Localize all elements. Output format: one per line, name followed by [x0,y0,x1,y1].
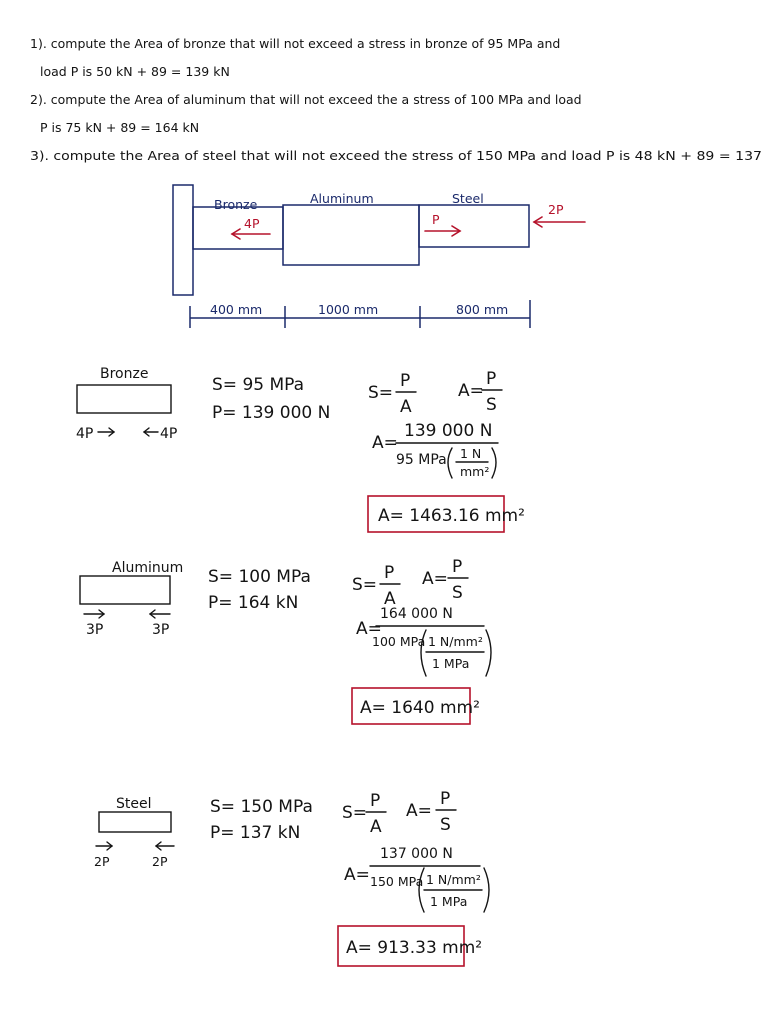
aluminum-conv-num: 1 N/mm² [428,634,483,649]
system-diagram [173,185,585,328]
aluminum-answer: A= 1640 mm² [360,698,480,718]
problem-3-line-1: 3). compute the Area of steel that will not exceed the stress of 150 MPa and load P is 48 kN + 89 = 137 [30,148,762,163]
aluminum-paren-right [486,630,491,676]
aluminum-formula-a-lhs: A= [422,569,448,589]
aluminum-formula-a-den: S [452,583,463,603]
bronze-paren-right [492,448,496,478]
bronze-title: Bronze [100,366,149,382]
steel-force-right: 2P [152,854,168,869]
bronze-given-load: P= 139 000 N [212,403,331,423]
bronze-formula-s-num: P [400,371,411,391]
aluminum-solution [80,557,491,724]
steel-calc-lhs: A= [344,865,370,885]
bronze-formula-a-den: S [486,395,497,415]
bronze-conv-den: mm² [460,464,490,479]
bronze-solution [76,366,525,532]
aluminum-formula-s-lhs: S= [352,575,378,595]
wall-support [173,185,193,295]
bronze-force-left: 4P [76,426,94,442]
label-steel: Steel [452,191,484,206]
steel-answer: A= 913.33 mm² [346,938,483,958]
steel-conv-num: 1 N/mm² [426,872,481,887]
bronze-conv-num: 1 N [460,446,482,461]
steel-conv-den: 1 MPa [430,894,468,909]
aluminum-given-load: P= 164 kN [208,593,299,613]
aluminum-conv-den: 1 MPa [432,656,470,671]
steel-given-stress: S= 150 MPa [210,797,313,817]
steel-formula-a-num: P [440,789,451,809]
steel-force-left: 2P [94,854,110,869]
steel-formula-s-num: P [370,791,381,811]
steel-given-load: P= 137 kN [210,823,301,843]
steel-calc-num: 137 000 N [380,846,453,862]
bronze-given-stress: S= 95 MPa [212,375,305,395]
steel-fbd-bar [99,812,171,832]
bronze-answer: A= 1463.16 mm² [378,506,525,526]
aluminum-formula-s-num: P [384,563,395,583]
load-4p-label: 4P [244,216,260,231]
steel-formula-a-lhs: A= [406,801,432,821]
problem-1-line-2: load P is 50 kN + 89 = 139 kN [40,64,230,79]
aluminum-formula-s-den: A [384,589,396,609]
steel-calc-den: 150 MPa [370,874,424,889]
steel-paren-right [484,868,489,912]
label-bronze: Bronze [214,197,258,212]
dim-bronze: 400 mm [210,302,263,317]
bronze-calc-lhs: A= [372,433,398,453]
aluminum-calc-lhs: A= [356,619,382,639]
problem-2-line-1: 2). compute the Area of aluminum that will not exceed the a stress of 100 MPa and load [30,92,582,107]
bronze-segment [193,207,283,249]
bronze-formula-a-num: P [486,369,497,389]
label-aluminum: Aluminum [310,191,374,206]
bronze-force-right: 4P [160,426,178,442]
aluminum-calc-den: 100 MPa [372,634,426,649]
load-p-label: P [432,212,440,227]
bronze-formula-s-lhs: S= [368,383,394,403]
steel-solution [94,789,489,966]
bronze-paren-left [448,448,452,478]
steel-formula-a-den: S [440,815,451,835]
aluminum-force-right: 3P [152,622,170,638]
bronze-calc-den: 95 MPa [396,452,447,468]
bronze-calc-num: 139 000 N [404,421,493,441]
bronze-fbd-bar [77,385,171,413]
aluminum-formula-a-num: P [452,557,463,577]
aluminum-calc-num: 164 000 N [380,606,453,622]
aluminum-segment [283,205,419,265]
aluminum-force-left: 3P [86,622,104,638]
problem-1-line-1: 1). compute the Area of bronze that will not exceed a stress in bronze of 95 MPa and [30,36,561,51]
dim-steel: 800 mm [456,302,509,317]
bronze-formula-s-den: A [400,397,412,417]
bronze-formula-a-lhs: A= [458,381,484,401]
problem-2-line-2: P is 75 kN + 89 = 164 kN [40,120,200,135]
dim-aluminum: 1000 mm [318,302,379,317]
steel-formula-s-lhs: S= [342,803,368,823]
steel-formula-s-den: A [370,817,382,837]
aluminum-given-stress: S= 100 MPa [208,567,311,587]
aluminum-title: Aluminum [112,560,184,576]
load-2p-label: 2P [548,202,564,217]
problem-statements [30,36,762,163]
steel-title: Steel [116,796,152,812]
aluminum-fbd-bar [80,576,170,604]
